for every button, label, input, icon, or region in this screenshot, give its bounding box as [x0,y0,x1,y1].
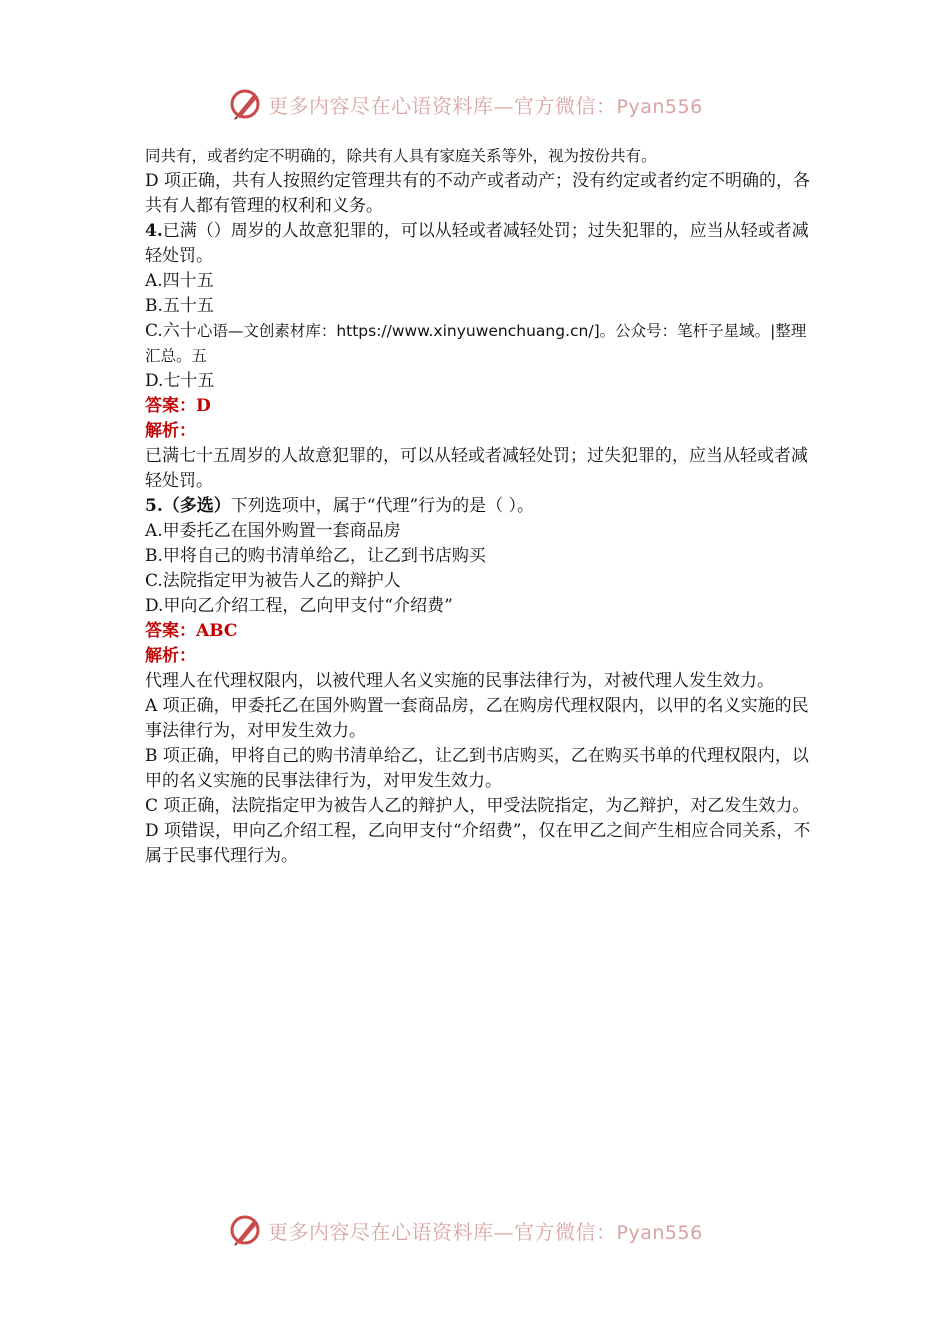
pen-logo-icon [228,86,264,122]
question-5-analysis: A 项正确，甲委托乙在国外购置一套商品房，乙在购房代理权限内，以甲的名义实施的民事法律行为，对甲发生效力。 [145,696,809,741]
paragraph: 同共有，或者约定不明确的，除共有人具有家庭关系等外，视为按份共有。 [145,147,657,165]
document-body [145,144,820,869]
question-5-analysis: D 项错误，甲向乙介绍工程，乙向甲支付“介绍费”，仅在甲乙之间产生相应合同关系，不属于民事代理行为。 [145,821,811,866]
question-4-option-c: C.六十心语—文创素材库：https://www.xinyuwenchuang.cn/]。公众号：笔杆子星域。|整理汇总。五 [145,321,807,365]
question-4-option-a: A.四十五 [145,271,214,291]
question-5-option-c: C.法院指定甲为被告人乙的辩护人 [145,571,401,591]
pen-logo-icon [228,1212,264,1248]
question-4-option-d: D.七十五 [145,371,215,391]
question-5-option-a: A.甲委托乙在国外购置一套商品房 [145,521,401,541]
question-5-analysis-label: 解析： [145,646,196,666]
question-4-option-b: B.五十五 [145,296,214,316]
question-5-option-b: B.甲将自己的购书清单给乙，让乙到书店购买 [145,546,486,566]
question-5-option-d: D.甲向乙介绍工程，乙向甲支付“介绍费” [145,596,453,616]
question-5-answer: 答案：ABC [145,621,238,641]
paragraph: D 项正确，共有人按照约定管理共有的不动产或者动产；没有约定或者约定不明确的，各共有人都有管理的权利和义务。 [145,171,811,216]
question-4-analysis-label: 解析： [145,421,196,441]
question-5-analysis: C 项正确，法院指定甲为被告人乙的辩护人，甲受法院指定，为乙辩护，对乙发生效力。 [145,796,810,816]
footer-banner-text: 更多内容尽在心语资料库—官方微信：Pyan556 [268,1219,703,1244]
question-4-answer: 答案：D [145,396,211,416]
footer-banner [228,1210,748,1250]
question-5-analysis: 代理人在代理权限内，以被代理人名义实施的民事法律行为，对被代理人发生效力。 [145,671,774,691]
question-5-analysis: B 项正确，甲将自己的购书清单给乙，让乙到书店购买，乙在购买书单的代理权限内，以甲的名义实施的民事法律行为，对甲发生效力。 [145,746,809,791]
question-4-stem: 4.已满（）周岁的人故意犯罪的，可以从轻或者减轻处罚；过失犯罪的，应当从轻或者减轻处罚。 [145,221,809,266]
header-banner-text: 更多内容尽在心语资料库—官方微信：Pyan556 [268,93,703,118]
header-banner [228,84,748,124]
question-4-analysis: 已满七十五周岁的人故意犯罪的，可以从轻或者减轻处罚；过失犯罪的，应当从轻或者减轻处罚。 [145,446,808,491]
question-5-stem: 5.（多选）下列选项中，属于“代理”行为的是（ ）。 [145,496,535,516]
